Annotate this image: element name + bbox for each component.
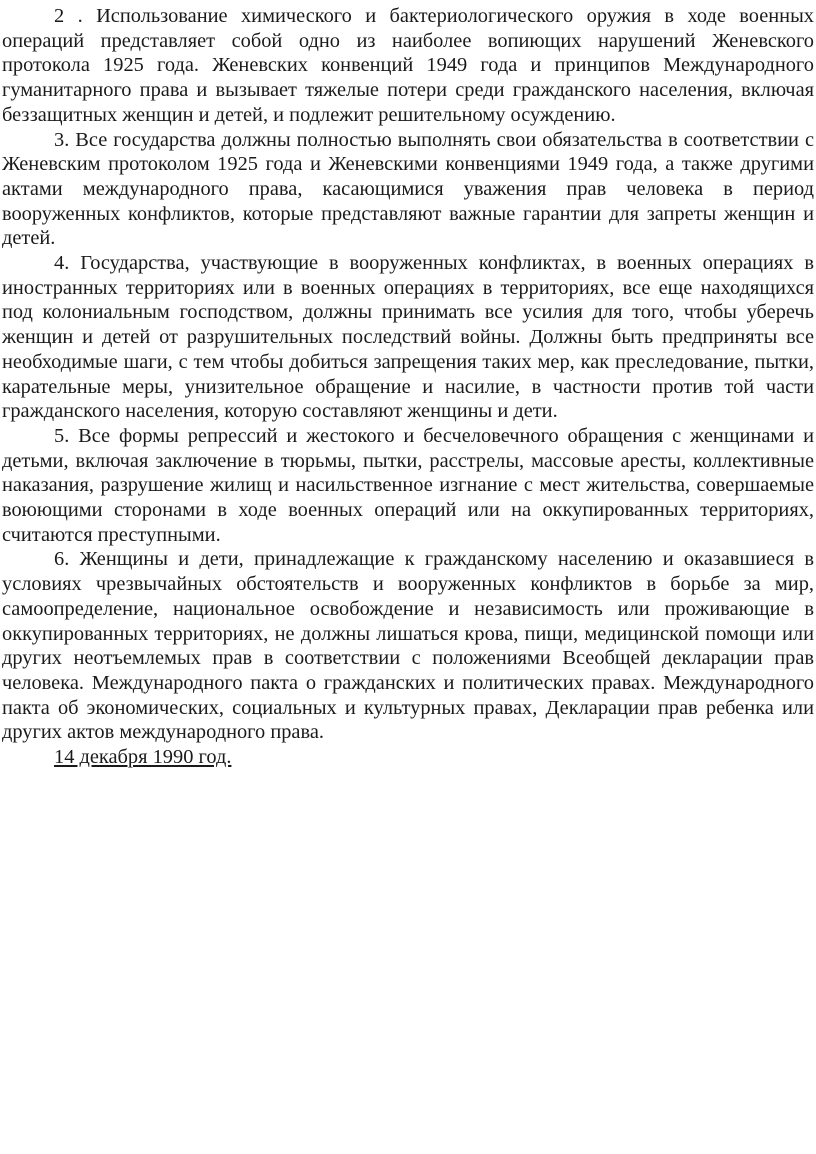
paragraph-3: 3. Все государства должны полностью выполнять свои обязательства в соответствии с Женевским протоколом 1925 года и Женевскими конвенциями 1949 года, а также другими актами международного права, касающимися уважения прав человека в период вооруженных конфликтов, которые представляют важные гарантии для запреты женщин и детей. (2, 128, 814, 250)
paragraph-5: 5. Все формы репрессий и жестокого и бесчеловечного обращения с женщинами и детьми, включая заключение в тюрьмы, пытки, расстрелы, массовые аресты, коллективные наказания, разрушение жилищ и насильственное изгнание с мест жительства, совершаемые воюющими сторонами в ходе военных операций или на оккупированных территориях, считаются преступными. (2, 424, 814, 546)
paragraph-4: 4. Государства, участвующие в вооруженных конфликтах, в военных операциях в иностранных территориях или в военных операциях в территориях, все еще находящихся под колониальным господством, должны принимать все усилия для того, чтобы уберечь женщин и детей от разрушительных последствий войны. Должны быть предприняты все необходимые шаги, с тем чтобы добиться запрещения таких мер, как преследование, пытки, карательные меры, унизительное обращение и насилие, в частности против той части гражданского населения, которую составляют женщины и дети. (2, 252, 814, 423)
paragraph-2: 2 . Использование химического и бактериологического оружия в ходе военных операций представляет собой одно из наиболее вопиющих нарушений Женевского протокола 1925 года. Женевских конвенций 1949 года и принципов Международного гуманитарного права и вызывает тяжелые потери среди гражданского населения, включая беззащитных женщин и детей, и подлежит решительному осуждению. (2, 5, 814, 126)
document-page (2, 4, 814, 770)
document-date: 14 декабря 1990 год. (54, 746, 232, 769)
document-date-line (2, 745, 814, 770)
paragraph-6: 6. Женщины и дети, принадлежащие к гражданскому населению и оказавшиеся в условиях чрезвычайных обстоятельств и вооруженных конфликтов в борьбе за мир, самоопределение, национальное освобождение и независимость или проживающие в оккупированных территориях, не должны лишаться крова, пищи, медицинской помощи или других неотъемлемых прав в соответствии с положениями Всеобщей декларации прав человека. Международного пакта о гражданских и политических правах. Международного пакта об экономических, социальных и культурных правах, Декларации прав ребенка или других актов международного права. (2, 548, 814, 744)
